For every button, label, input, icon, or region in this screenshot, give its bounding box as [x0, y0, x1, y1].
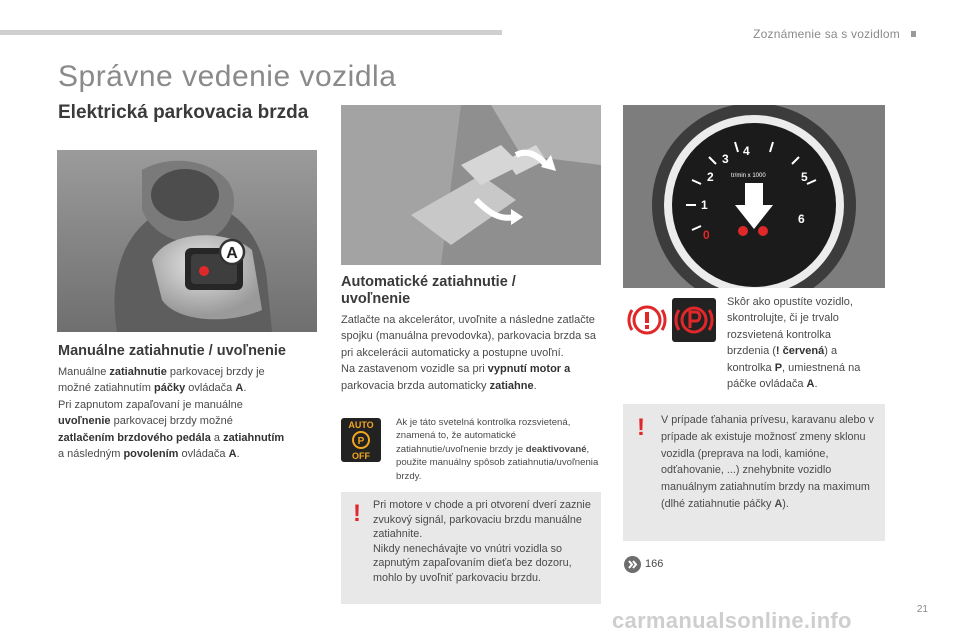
tacho-5: 5: [801, 170, 808, 184]
automatic-text: [341, 312, 603, 394]
manual-line: zatlačením brzdového pedála a zatiahnutím: [58, 431, 285, 444]
door-warning-text: Pri motore v chode a pri otvorení dverí zaznie zvukový signál, parkovaciu brzdu manuálne zatiahnite. Nikdy nenechávajte vo vnútri vozidla so zapnutým zapaľovaním dieťa bez dozoru, mohlo by uvoľniť parkovaciu brzdu.: [373, 499, 591, 584]
brake-warning-icon: [626, 299, 668, 341]
pedals-photo: [341, 105, 601, 265]
manual-line: a následným povolením ovládača A.: [58, 448, 240, 461]
tacho-6: 6: [798, 212, 805, 226]
auto-icon-letter: P: [357, 436, 365, 447]
manual-line: možné zatiahnutím páčky ovládača A.: [58, 382, 247, 395]
warning-exclamation-icon: !: [637, 414, 645, 441]
automatic-heading: Automatické zatiahnutie / uvoľnenie: [341, 274, 516, 307]
auto-icon-top: AUTO: [348, 420, 374, 430]
page-title: Správne vedenie vozidla: [58, 60, 397, 93]
tacho-1: 1: [701, 198, 708, 212]
tacho-3: 3: [722, 152, 729, 166]
door-warning-box: [341, 492, 601, 604]
header-rule: [0, 30, 502, 35]
trailer-warning-box: [623, 404, 885, 541]
trailer-warning-text: V prípade ťahania prívesu, karavanu alebo v prípade ak existuje možnosť zmeny sklonu vozidla (preprava na lodi, kamióne, odťahovanie, ...) znehybnite vozidlo manuálnym zatiahnutím brzdy na maximum (dlhé zatiahnutie páčky A).: [661, 414, 874, 510]
manual-heading: Manuálne zatiahnutie / uvoľnenie: [58, 343, 286, 359]
page-reference[interactable]: 166: [645, 558, 664, 570]
auto-icon-bottom: OFF: [352, 451, 370, 461]
section-title: Elektrická parkovacia brzda: [58, 102, 309, 123]
parking-brake-console-photo: [57, 150, 317, 332]
instrument-cluster-photo: [623, 105, 885, 288]
header-marker: [911, 31, 916, 37]
watermark: carmanualsonline.info: [612, 608, 852, 633]
manual-line: Manuálne zatiahnutie parkovacej brzdy je: [58, 366, 265, 378]
tacho-unit: tr/min x 1000: [731, 173, 766, 179]
page-reference-icon[interactable]: [624, 556, 641, 573]
page-number: 21: [916, 604, 928, 615]
indicator-note: Skôr ako opustíte vozidlo, skontrolujte, či je trvalo rozsvietená kontrolka brzdenia (! červená) a kontrolka P, umiestnená na páčke ovládača A.: [727, 296, 861, 391]
auto-indicator-note: Ak je táto svetelná kontrolka rozsvietená, znamená to, že automatické zatiahnutie/uvoľnenie brzdy je deaktivované, použite manuálny spôsob zatiahnutia/uvoľnenia brzdy.: [396, 417, 599, 482]
manual-line: Pri zapnutom zapaľovaní je manuálne: [58, 398, 243, 411]
auto-p-off-icon: [341, 418, 381, 462]
warning-exclamation-icon: !: [353, 500, 361, 527]
control-a-label: A: [226, 245, 238, 262]
manual-line: uvoľnenie parkovacej brzdy možné: [58, 415, 233, 428]
tacho-4: 4: [743, 144, 750, 158]
manual-text: [58, 364, 328, 462]
parking-brake-p-icon: [672, 298, 716, 342]
automatic-paragraph-2: Na zastavenom vozidle sa pri vypnutí motor a parkovacia brzda automaticky zatiahne.: [341, 363, 571, 392]
section-header: Zoznámenie sa s vozidlom: [753, 27, 900, 41]
tacho-2: 2: [707, 170, 714, 184]
tacho-0: 0: [703, 228, 710, 242]
automatic-paragraph: Zatlačte na akcelerátor, uvoľnite a následne zatlačte spojku (manuálna prevodovka), parkovacia brzda sa pri akcelerácii automaticky a postupne uvoľní.: [341, 314, 596, 359]
